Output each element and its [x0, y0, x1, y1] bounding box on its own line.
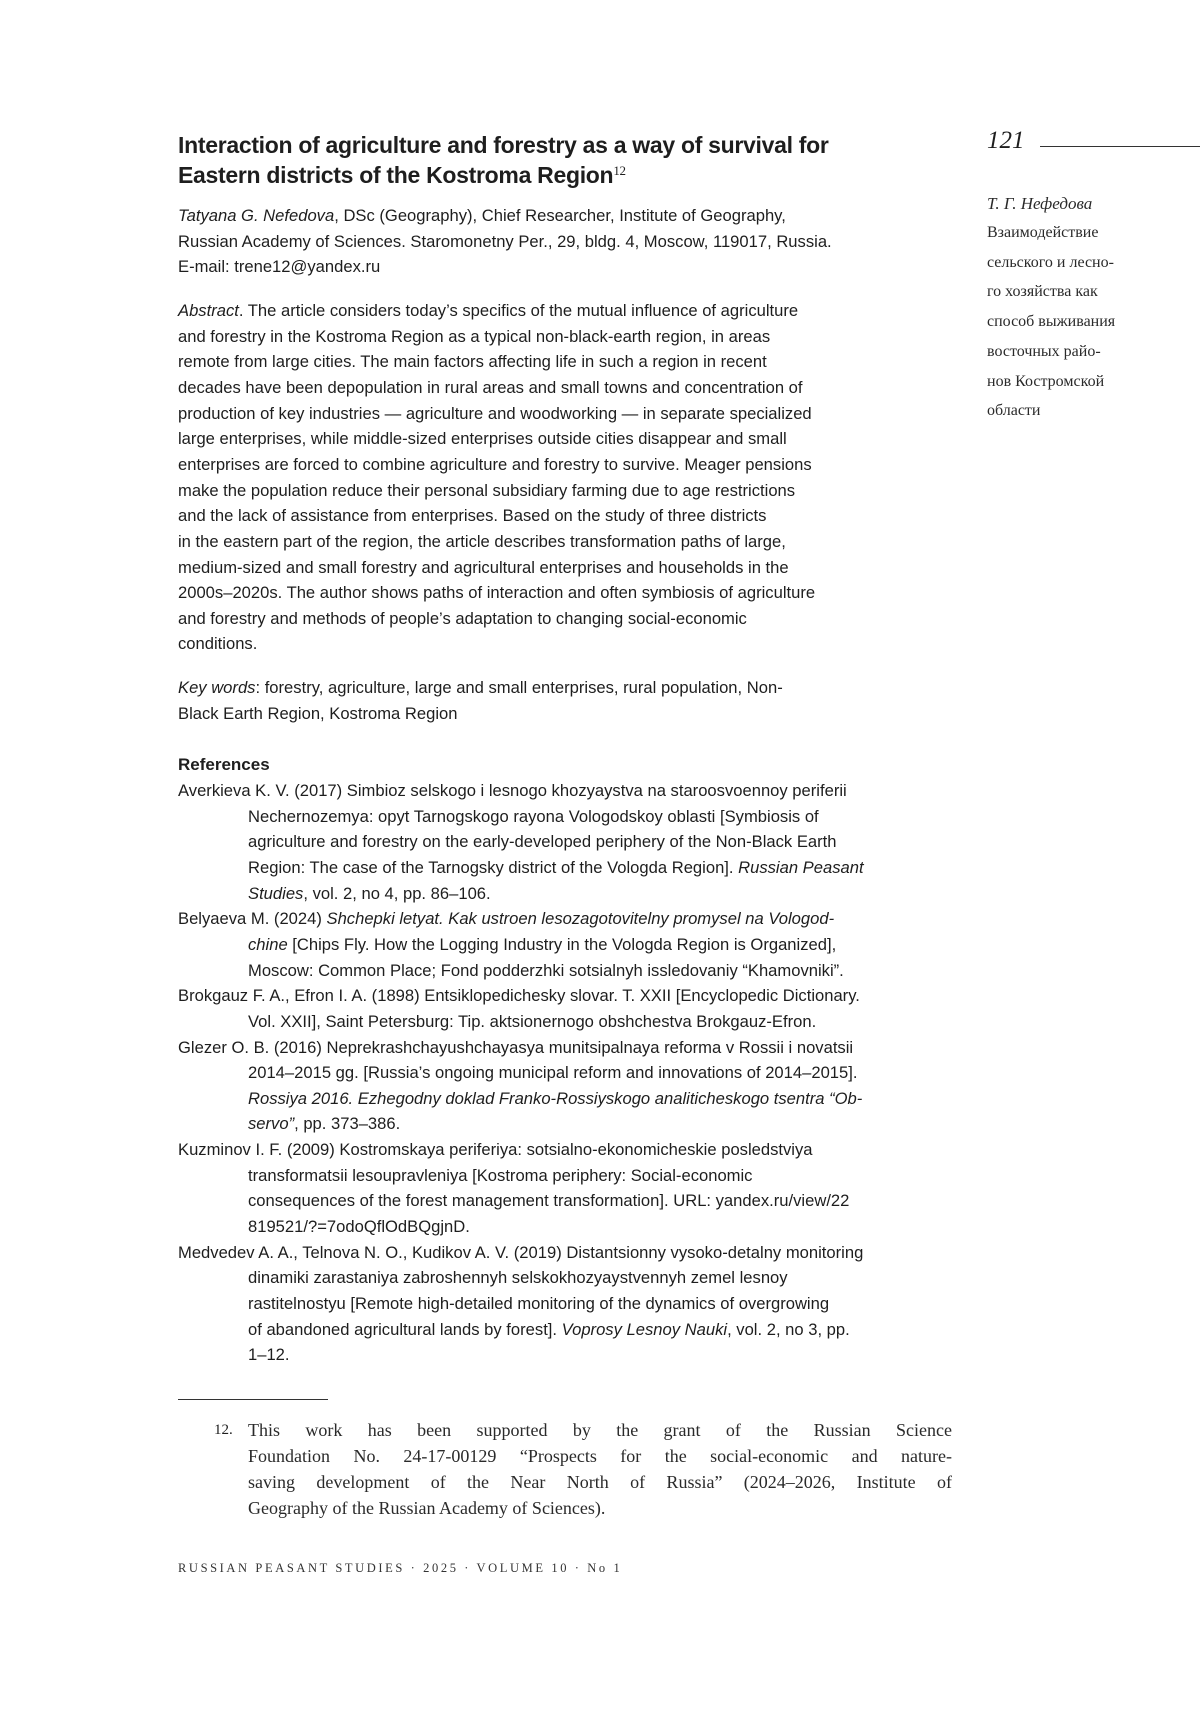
- text-segment: Region: The case of the Tarnogsky district of the Vologda Region].: [248, 858, 738, 877]
- text-segment: dinamiki zarastaniya zabroshennyh selskokhozyaystvennyh zemel lesnoy: [248, 1268, 788, 1287]
- text-segment: Russian Academy of Sciences. Staromonetny Per., 29, bldg. 4, Moscow, 119017, Russia.: [178, 232, 832, 251]
- reference-continuation: [248, 1317, 850, 1343]
- reference-continuation: [248, 1342, 290, 1368]
- footnote-mark[interactable]: 12: [613, 163, 625, 178]
- reference-continuation: [248, 804, 819, 830]
- text-segment: and the lack of assistance from enterprises. Based on the study of three districts: [178, 506, 766, 525]
- article-title-line-2: [178, 158, 626, 188]
- reference-continuation: [248, 958, 844, 984]
- keywords-line: [178, 701, 457, 727]
- text-segment: remote from large cities. The main factors affecting life in such a region in recent: [178, 352, 767, 371]
- text-segment: agriculture and forestry on the early-developed periphery of the Non-Black Earth: [248, 832, 836, 851]
- author-line: [178, 254, 380, 280]
- reference-continuation: [248, 1188, 849, 1214]
- text-segment: Averkieva K. V. (2017) Simbioz selskogo i lesnogo khozyaystva na staroosvoennoy periferii: [178, 781, 847, 800]
- footnote-line: Geography of the Russian Academy of Sciences).: [248, 1495, 952, 1521]
- references-heading: References: [178, 752, 270, 778]
- sidebar-title-line: восточных райо-: [987, 341, 1101, 363]
- text-segment: and forestry and methods of people’s adaptation to changing social-economic: [178, 609, 747, 628]
- text-segment: in the eastern part of the region, the article describes transformation paths of large,: [178, 532, 786, 551]
- text-segment: , DSc (Geography), Chief Researcher, Institute of Geography,: [334, 206, 786, 225]
- reference-continuation: [248, 1214, 470, 1240]
- abstract-line: [178, 401, 812, 427]
- text-segment: rastitelnostyu [Remote high-detailed monitoring of the dynamics of overgrowing: [248, 1294, 829, 1313]
- page-number-rule: [1040, 146, 1200, 147]
- footnote-divider: [178, 1399, 328, 1400]
- reference-entry: [178, 906, 834, 932]
- abstract-line: [178, 426, 787, 452]
- text-segment: Belyaeva M. (2024): [178, 909, 327, 928]
- footnote-line: saving development of the Near North of Russia” (2024–2026, Institute of: [248, 1469, 952, 1495]
- reference-entry: [178, 1137, 813, 1163]
- article-title-text: Eastern districts of the Kostroma Region: [178, 162, 613, 188]
- abstract-line: [178, 555, 789, 581]
- abstract-line: [178, 631, 257, 657]
- text-segment: of abandoned agricultural lands by forest].: [248, 1320, 562, 1339]
- text-segment: Kuzminov I. F. (2009) Kostromskaya periferiya: sotsialno-ekonomicheskie posledstviya: [178, 1140, 813, 1159]
- text-segment: , pp. 373–386.: [294, 1114, 400, 1133]
- text-segment: . The article considers today’s specifics of the mutual influence of agriculture: [239, 301, 798, 320]
- sidebar-title-line: Взаимодействие: [987, 222, 1098, 244]
- text-segment: decades have been depopulation in rural areas and small towns and concentration of: [178, 378, 803, 397]
- italic-text: Abstract: [178, 301, 239, 320]
- reference-continuation: [248, 1111, 400, 1137]
- reference-continuation: [248, 855, 864, 881]
- italic-text: chine: [248, 935, 288, 954]
- text-segment: [Chips Fly. How the Logging Industry in the Vologda Region is Organized],: [288, 935, 837, 954]
- reference-entry: [178, 1240, 863, 1266]
- text-segment: Nechernozemya: opyt Tarnogskogo rayona Vologodskoy oblasti [Symbiosis of: [248, 807, 819, 826]
- keywords-line: [178, 675, 783, 701]
- article-title-line-1: Interaction of agriculture and forestry as a way of survival for: [178, 132, 829, 158]
- italic-text: Voprosy Lesnoy Nauki: [562, 1320, 727, 1339]
- reference-continuation: [248, 1009, 816, 1035]
- text-segment: enterprises are forced to combine agriculture and forestry to survive. Meager pensions: [178, 455, 812, 474]
- italic-text: Russian Peasant: [738, 858, 863, 877]
- text-segment: and forestry in the Kostroma Region as a typical non-black-earth region, in areas: [178, 327, 770, 346]
- abstract-line: [178, 452, 812, 478]
- author-line: [178, 229, 832, 255]
- text-segment: make the population reduce their personal subsidiary farming due to age restrictions: [178, 481, 795, 500]
- italic-text: Rossiya 2016. Ezhegodny doklad Franko-Rossiyskogo analiticheskogo tsentra “Ob-: [248, 1089, 862, 1108]
- text-segment: conditions.: [178, 634, 257, 653]
- sidebar-title-line: нов Костромской: [987, 371, 1104, 393]
- abstract-line: [178, 375, 803, 401]
- page-number: 121: [987, 126, 1025, 156]
- text-segment: 1–12.: [248, 1345, 290, 1364]
- reference-continuation: [248, 881, 491, 907]
- text-segment: , vol. 2, no 3, pp.: [727, 1320, 850, 1339]
- abstract-line: [178, 529, 786, 555]
- abstract-line: [178, 298, 798, 324]
- footnote-line: Foundation No. 24-17-00129 “Prospects for the social-economic and nature-: [248, 1443, 952, 1469]
- abstract-line: [178, 606, 747, 632]
- sidebar-title-line: сельского и лесно-: [987, 252, 1114, 274]
- author-line: [178, 203, 786, 229]
- text-segment: Medvedev A. A., Telnova N. O., Kudikov A. V. (2019) Distantsionny vysoko-detalny monitoring: [178, 1243, 863, 1262]
- text-segment: , vol. 2, no 4, pp. 86–106.: [303, 884, 490, 903]
- text-segment: E-mail: trene12@yandex.ru: [178, 257, 380, 276]
- italic-text: servo”: [248, 1114, 294, 1133]
- reference-entry: [178, 983, 860, 1009]
- abstract-line: [178, 478, 795, 504]
- footnote-line: This work has been supported by the grant of the Russian Science: [248, 1417, 952, 1443]
- reference-continuation: [248, 1086, 862, 1112]
- reference-continuation: [248, 829, 836, 855]
- reference-continuation: [248, 1291, 829, 1317]
- text-segment: Glezer O. B. (2016) Neprekrashchayushchayasya munitsipalnaya reforma v Rossii i novatsii: [178, 1038, 853, 1057]
- text-segment: 2000s–2020s. The author shows paths of interaction and often symbiosis of agriculture: [178, 583, 815, 602]
- text-segment: Moscow: Common Place; Fond podderzhki sotsialnyh issledovaniy “Khamovniki”.: [248, 961, 844, 980]
- text-segment: : forestry, agriculture, large and small enterprises, rural population, Non-: [255, 678, 782, 697]
- sidebar-title-line: области: [987, 400, 1040, 422]
- italic-text: Studies: [248, 884, 303, 903]
- italic-text: Key words: [178, 678, 255, 697]
- italic-text: Shchepki letyat. Kak ustroen lesozagotovitelny promysel na Vologod-: [327, 909, 835, 928]
- reference-continuation: [248, 1163, 752, 1189]
- text-segment: 2014–2015 gg. [Russia’s ongoing municipal reform and innovations of 2014–2015].: [248, 1063, 857, 1082]
- abstract-line: [178, 503, 766, 529]
- text-segment: Brokgauz F. A., Efron I. A. (1898) Entsiklopedichesky slovar. T. XXII [Encyclopedic Dictionary.: [178, 986, 860, 1005]
- abstract-line: [178, 349, 767, 375]
- reference-entry: [178, 778, 847, 804]
- sidebar-title-line: го хозяйства как: [987, 281, 1098, 303]
- text-segment: Vol. XXII], Saint Petersburg: Tip. aktsionernogo obshchestva Brokgauz-Efron.: [248, 1012, 816, 1031]
- text-segment: production of key industries — agriculture and woodworking — in separate specialized: [178, 404, 812, 423]
- reference-continuation: [248, 932, 836, 958]
- text-segment: consequences of the forest management transformation]. URL: yandex.ru/view/22: [248, 1191, 849, 1210]
- text-segment: transformatsii lesoupravleniya [Kostroma periphery: Social-economic: [248, 1166, 752, 1185]
- text-segment: large enterprises, while middle-sized enterprises outside cities disappear and small: [178, 429, 787, 448]
- sidebar-title-line: способ выживания: [987, 311, 1115, 333]
- footnote-number: 12.: [214, 1417, 233, 1443]
- reference-continuation: [248, 1265, 788, 1291]
- abstract-line: [178, 324, 770, 350]
- abstract-line: [178, 580, 815, 606]
- sidebar-author-ru: Т. Г. Нефедова: [987, 193, 1092, 215]
- text-segment: Black Earth Region, Kostroma Region: [178, 704, 457, 723]
- text-segment: 819521/?=7odoQflOdBQgjnD.: [248, 1217, 470, 1236]
- italic-text: Tatyana G. Nefedova: [178, 206, 334, 225]
- reference-continuation: [248, 1060, 857, 1086]
- journal-footer: RUSSIAN PEASANT STUDIES · 2025 · VOLUME 10 · No 1: [178, 1560, 622, 1576]
- reference-entry: [178, 1035, 853, 1061]
- text-segment: medium-sized and small forestry and agricultural enterprises and households in the: [178, 558, 789, 577]
